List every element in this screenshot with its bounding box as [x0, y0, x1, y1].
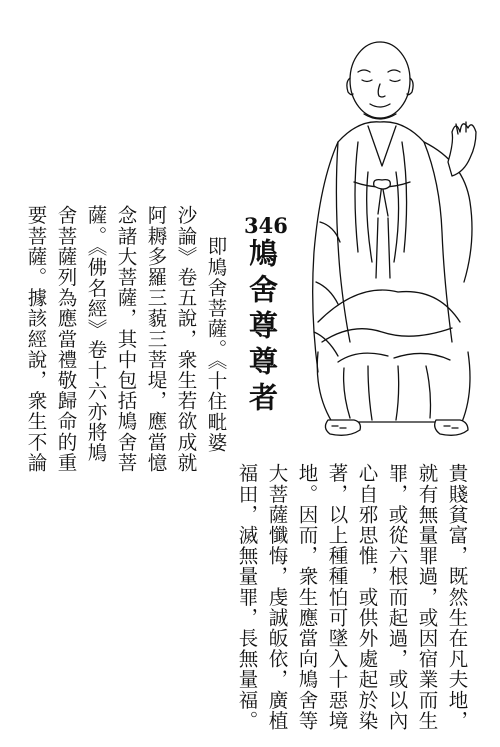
- upper-text-column: 要菩薩。據該經說，衆生不論: [24, 205, 48, 473]
- entry-title: 鳩舍尊尊者: [245, 238, 279, 418]
- lower-text-column: 著，以上種種怕可墜入十惡境: [325, 463, 349, 731]
- seated-arhat-icon: [298, 22, 493, 442]
- upper-text-column: 沙論》卷五說，衆生若欲成就: [174, 205, 198, 473]
- lower-text-column: 地。因而，衆生應當向鳩舍等: [295, 463, 319, 731]
- lower-text-column: 福田，滅無量罪，長無量福。: [235, 463, 259, 731]
- upper-text-column: 念諸大菩薩，其中包括鳩舍菩: [114, 205, 138, 473]
- entry-number: 346: [244, 213, 288, 238]
- lower-text-column: 就有無量罪過，或因宿業而生: [415, 463, 439, 731]
- upper-text-column: 薩。《佛名經》卷十六亦將鳩: [84, 205, 108, 464]
- lower-text-column: 罪，或從六根而起過，或以內: [385, 463, 409, 731]
- upper-text-column: 即鳩舍菩薩。《十住毗婆: [204, 236, 228, 453]
- lower-text-column: 大菩薩懺悔，虔誠皈依，廣植: [265, 463, 289, 731]
- arhat-illustration: [298, 22, 493, 442]
- upper-text-column: 阿耨多羅三藐三菩堤，應當憶: [144, 205, 168, 473]
- lower-text-column: 心自邪思惟，或供外處起於染: [355, 463, 379, 731]
- lower-text-column: 貴賤貧富，既然生在凡夫地，: [445, 463, 469, 731]
- upper-text-column: 舍菩薩列為應當禮敬歸命的重: [54, 205, 78, 473]
